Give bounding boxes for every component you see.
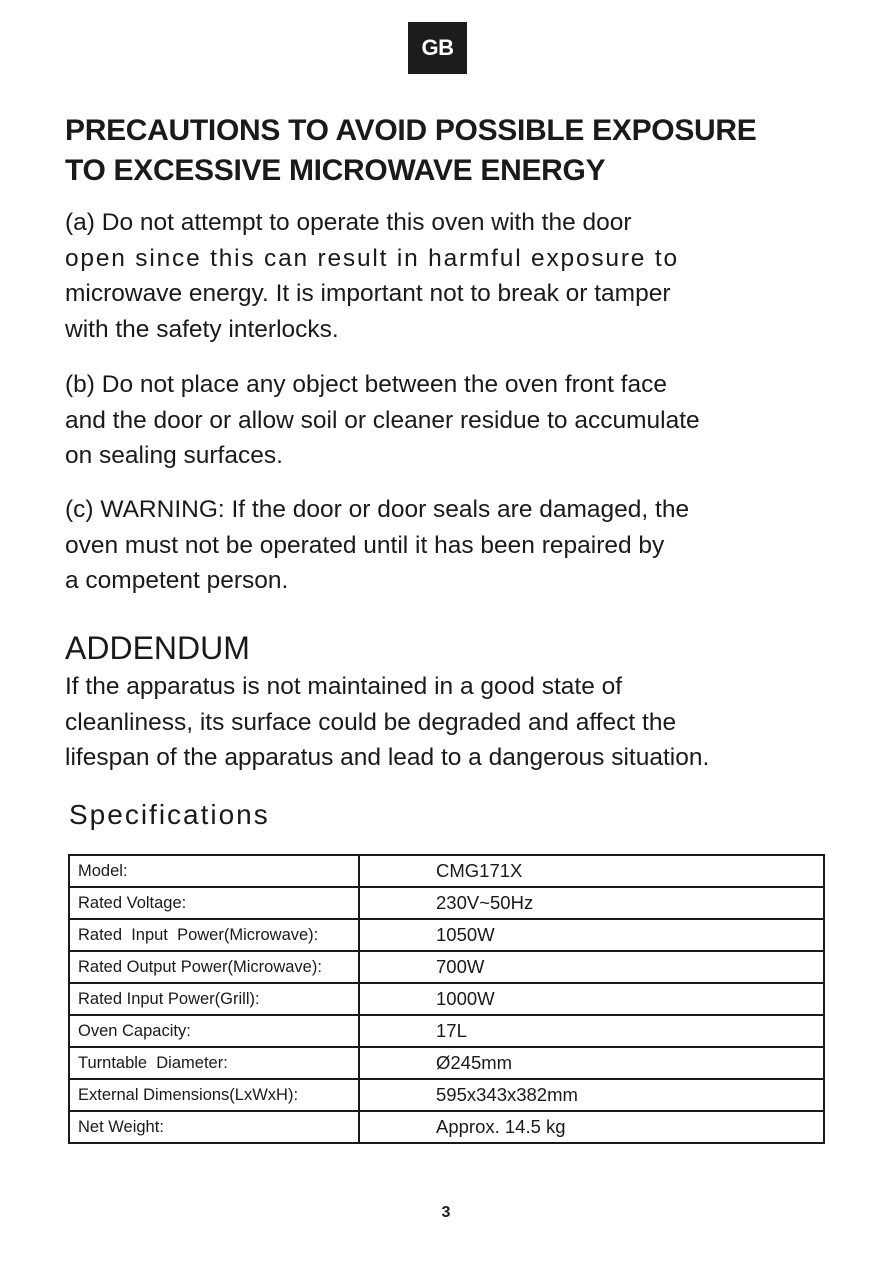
addendum-line: If the apparatus is not maintained in a good state of bbox=[65, 673, 623, 700]
precaution-a-line: with the safety interlocks. bbox=[65, 315, 339, 343]
precaution-b-line: and the door or allow soil or cleaner residue to accumulate bbox=[65, 406, 700, 434]
table-row bbox=[69, 1015, 824, 1047]
table-row bbox=[69, 951, 824, 983]
precaution-b-line: on sealing surfaces. bbox=[65, 442, 283, 469]
spec-label: Oven Capacity: bbox=[69, 1015, 359, 1047]
table-row bbox=[69, 1079, 824, 1111]
precaution-b bbox=[65, 367, 825, 474]
spec-label: Net Weight: bbox=[69, 1111, 359, 1143]
precaution-c-line: a competent person. bbox=[65, 567, 289, 594]
heading-line-1: PRECAUTIONS TO AVOID POSSIBLE EXPOSURE bbox=[65, 114, 757, 147]
precaution-a-line: microwave energy. It is important not to break or tamper bbox=[65, 280, 671, 307]
heading-line-2: TO EXCESSIVE MICROWAVE ENERGY bbox=[65, 154, 606, 187]
precaution-b-line: (b) Do not place any object between the oven front face bbox=[65, 371, 667, 398]
precaution-a bbox=[65, 205, 825, 347]
spec-label: Rated Input Power(Grill): bbox=[69, 983, 359, 1015]
page-number: 3 bbox=[441, 1204, 451, 1221]
precaution-a-line: open since this can result in harmful exposure to bbox=[65, 244, 679, 272]
language-badge: GB bbox=[408, 22, 467, 74]
table-row bbox=[69, 919, 824, 951]
specifications-title: Specifications bbox=[69, 799, 270, 830]
precaution-c-line: (c) WARNING: If the door or door seals are damaged, the bbox=[65, 496, 690, 523]
table-row bbox=[69, 1111, 824, 1143]
addendum-line: lifespan of the apparatus and lead to a dangerous situation. bbox=[65, 744, 710, 771]
spec-value: 1050W bbox=[359, 919, 824, 951]
table-row bbox=[69, 1047, 824, 1079]
table-row bbox=[69, 983, 824, 1015]
addendum-line: cleanliness, its surface could be degraded and affect the bbox=[65, 708, 677, 736]
spec-label: Rated Voltage: bbox=[69, 887, 359, 919]
spec-value: 230V~50Hz bbox=[359, 887, 824, 919]
spec-value: Ø245mm bbox=[359, 1047, 824, 1079]
spec-label: External Dimensions(LxWxH): bbox=[69, 1079, 359, 1111]
spec-label: Turntable Diameter: bbox=[69, 1047, 359, 1079]
spec-label: Rated Output Power(Microwave): bbox=[69, 951, 359, 983]
table-row bbox=[69, 855, 824, 887]
specifications-table bbox=[68, 854, 825, 1144]
spec-value: CMG171X bbox=[359, 855, 824, 887]
spec-value: Approx. 14.5 kg bbox=[359, 1111, 824, 1143]
table-row bbox=[69, 887, 824, 919]
addendum-title: ADDENDUM bbox=[65, 630, 250, 666]
spec-value: 700W bbox=[359, 951, 824, 983]
spec-value: 17L bbox=[359, 1015, 824, 1047]
precaution-c bbox=[65, 492, 825, 599]
spec-value: 595x343x382mm bbox=[359, 1079, 824, 1111]
spec-value: 1000W bbox=[359, 983, 824, 1015]
spec-label: Model: bbox=[69, 855, 359, 887]
page-heading bbox=[65, 111, 845, 191]
spec-label: Rated Input Power(Microwave): bbox=[69, 919, 359, 951]
addendum-text bbox=[65, 669, 825, 776]
precaution-a-line: (a) Do not attempt to operate this oven with the door bbox=[65, 209, 632, 236]
precaution-c-line: oven must not be operated until it has been repaired by bbox=[65, 531, 665, 559]
